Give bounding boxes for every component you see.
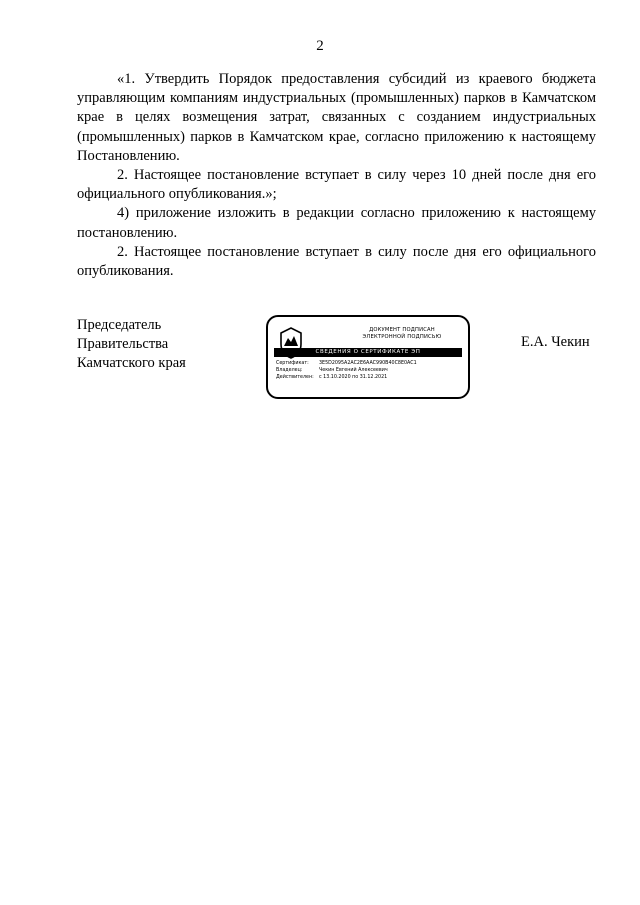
stamp-heading <box>342 327 462 341</box>
stamp-certificate-bar: СВЕДЕНИЯ О СЕРТИФИКАТЕ ЭП <box>274 348 462 357</box>
stamp-certificate-row <box>276 361 417 367</box>
stamp-owner-value: Чекин Евгений Алексеевич <box>319 368 388 373</box>
page-number: 2 <box>316 38 324 54</box>
stamp-heading-line-2: ЭЛЕКТРОННОЙ ПОДПИСЬЮ <box>362 334 442 340</box>
signer-line-3: Камчатского края <box>77 355 186 371</box>
stamp-cert-label: Сертификат: <box>276 361 309 366</box>
stamp-owner-label: Владелец: <box>276 368 303 373</box>
paragraph-3: 4) приложение изложить в редакции согласно приложению к настоящему постановлению. <box>77 205 596 241</box>
stamp-valid-label: Действителен: <box>276 375 314 380</box>
stamp-validity-row <box>276 375 387 381</box>
signer-title <box>77 316 186 373</box>
paragraph-1: «1. Утвердить Порядок предоставления субсидий из краевого бюджета управляющим компаниям индустриальных (промышленных) парков в Камчатском крае в целях возмещения затрат, связанных с созданием индустриальных (промышленных) парков в Камчатском крае, согласно приложению к настоящему Постановлению. <box>77 71 596 164</box>
paragraph-2: 2. Настоящее постановление вступает в силу через 10 дней после дня его официального опубликования.»; <box>77 167 596 203</box>
electronic-signature-stamp <box>266 315 470 399</box>
stamp-cert-value: 3E5D2095A2AC2E6AAC990B40C8E0AC1 <box>319 361 417 366</box>
signer-line-2: Правительства <box>77 336 169 352</box>
signer-line-1: Председатель <box>77 317 162 333</box>
paragraph-4: 2. Настоящее постановление вступает в силу после дня его официального опубликования. <box>77 243 596 280</box>
signer-name: Е.А. Чекин <box>521 334 590 350</box>
stamp-heading-line-1: ДОКУМЕНТ ПОДПИСАН <box>369 327 435 333</box>
stamp-owner-row <box>276 368 388 374</box>
document-body <box>77 70 596 281</box>
stamp-valid-value: с 13.10.2020 по 31.12.2021 <box>319 375 388 380</box>
